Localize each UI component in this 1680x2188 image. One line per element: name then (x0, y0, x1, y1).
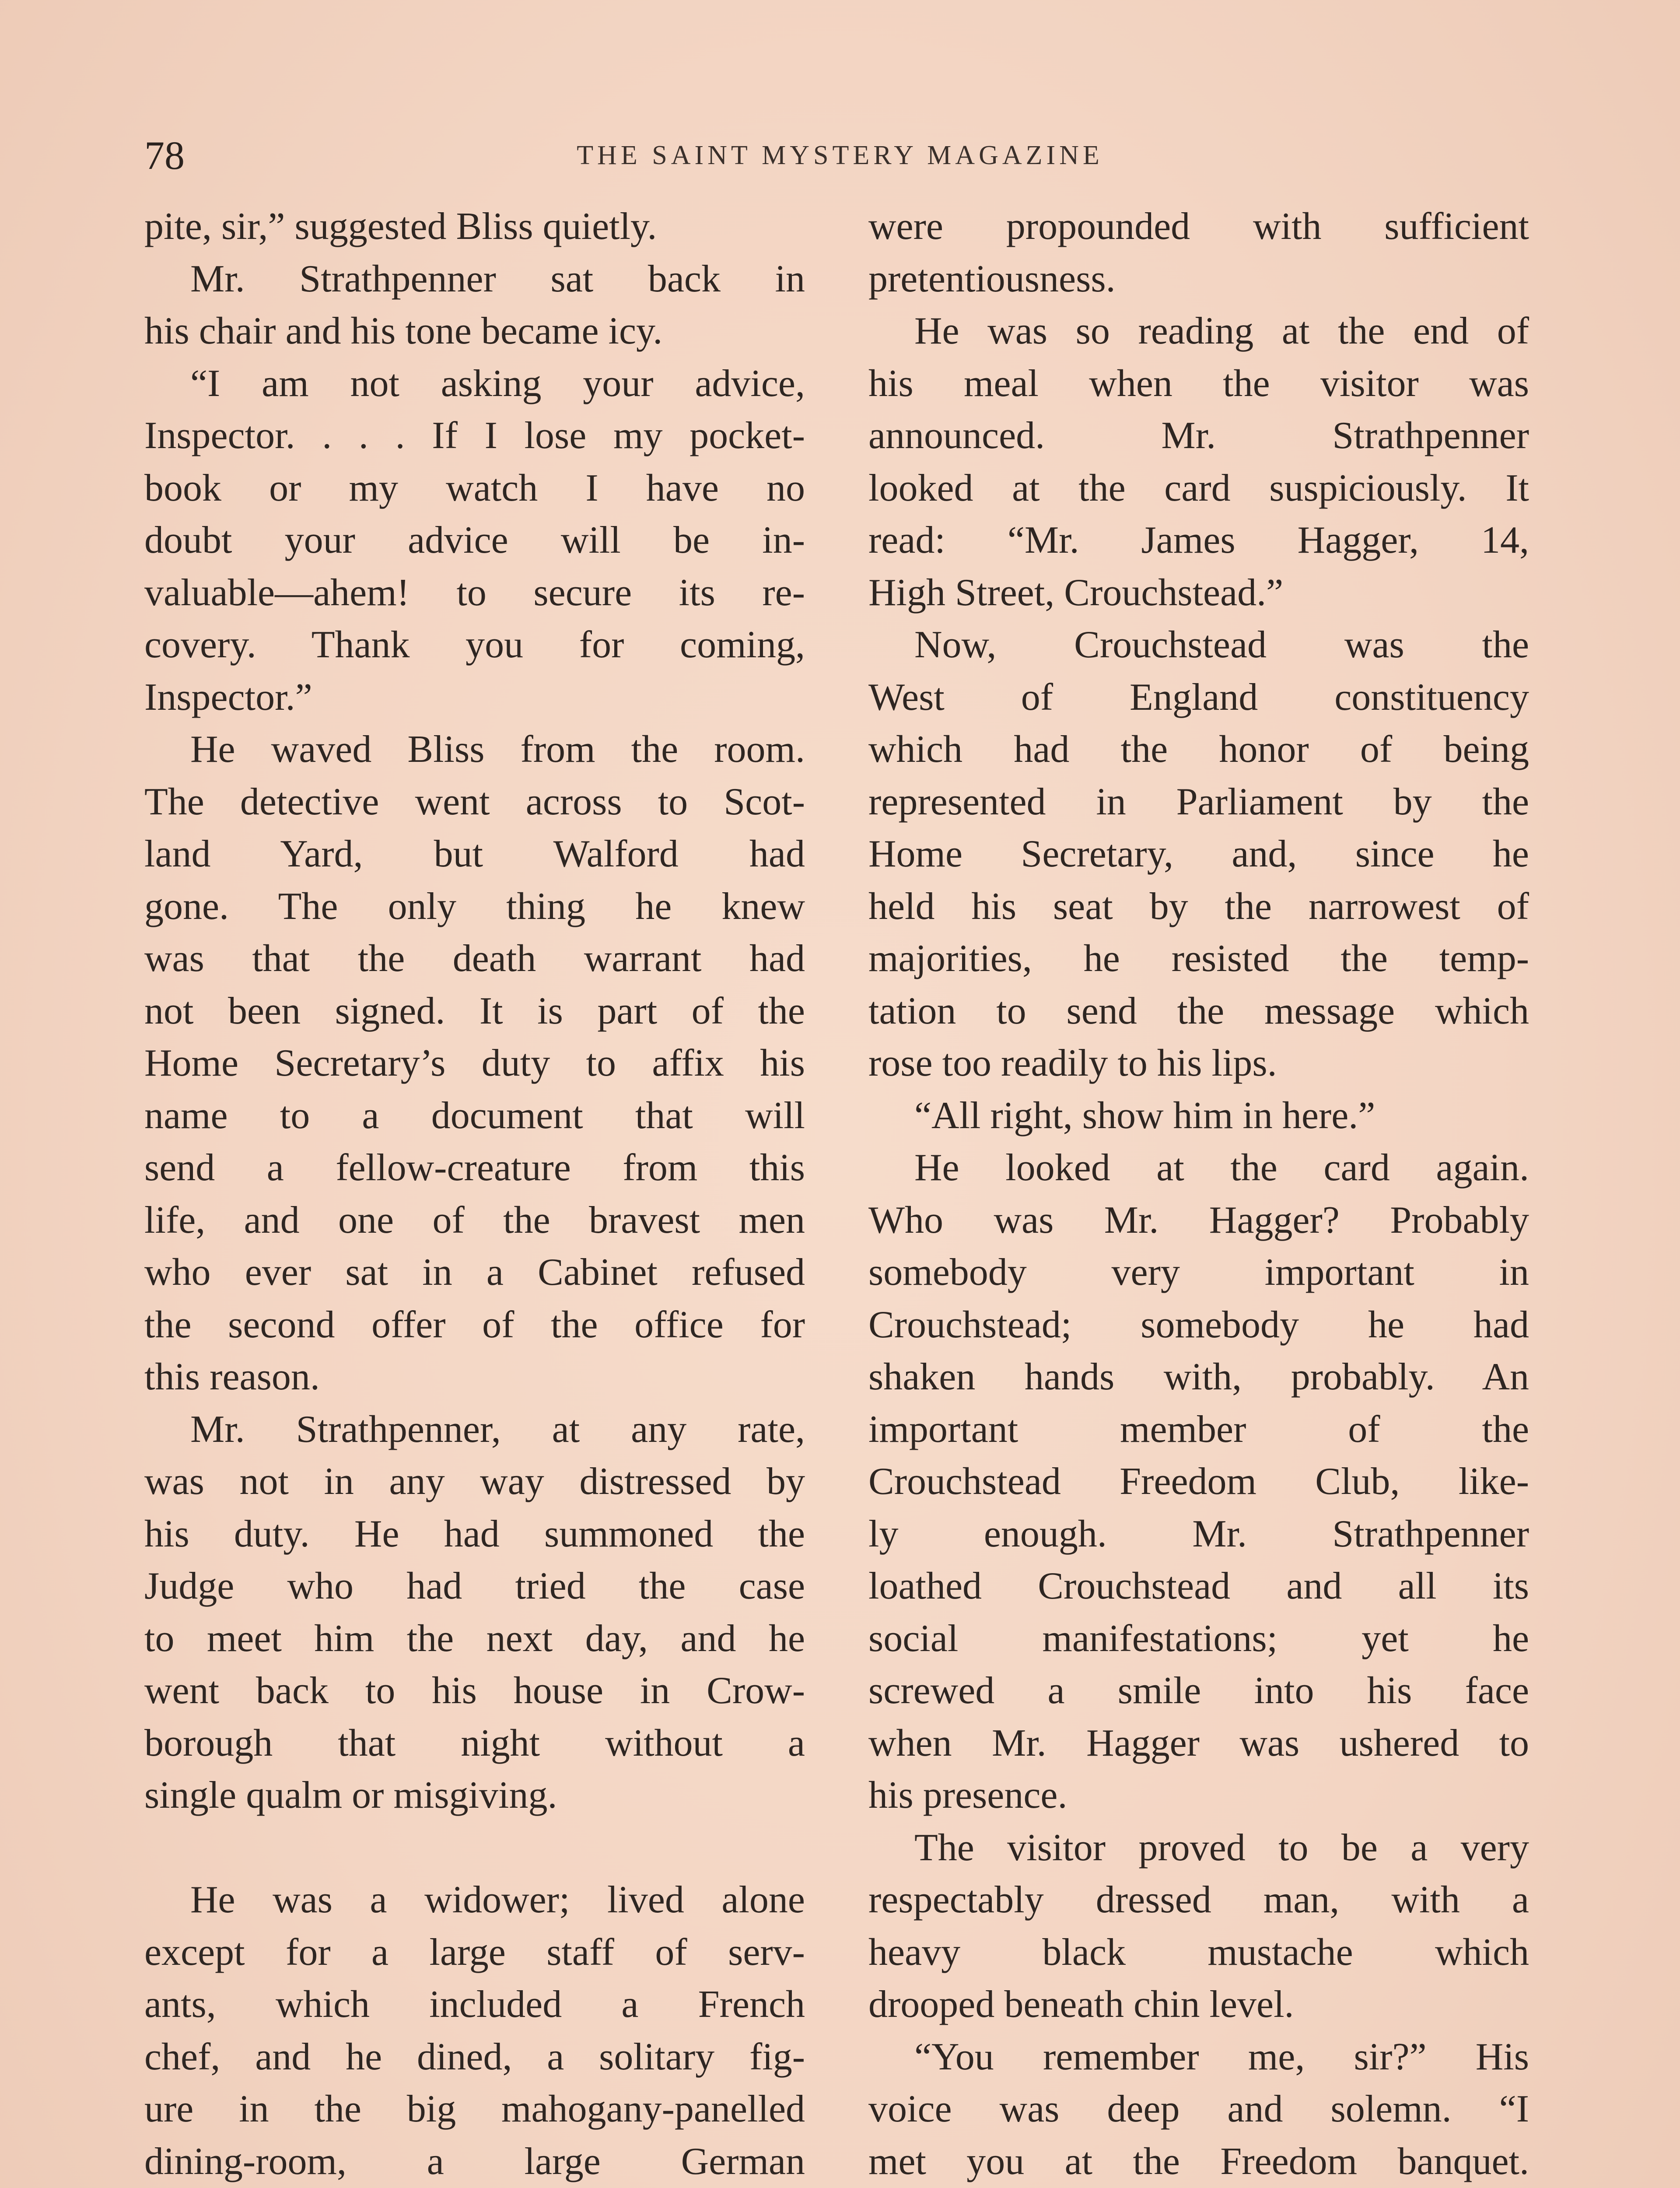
text-line: Now, Crouchstead was the (914, 624, 1529, 666)
text-line: Who was Mr. Hagger? Probably (868, 1199, 1529, 1241)
text-line: Inspector.” (144, 676, 312, 719)
text-line: drooped beneath chin level. (868, 1983, 1294, 2026)
text-line: dining-room, a large German (144, 2140, 805, 2183)
paragraph (868, 305, 1529, 619)
text-line: name to a document that will (144, 1094, 805, 1137)
paragraph (868, 2031, 1529, 2188)
section-break (144, 1822, 805, 1874)
text-line: held his seat by the narrowest of (868, 885, 1529, 928)
text-line: “I am not asking your advice, (190, 362, 805, 405)
text-line: The visitor proved to be a very (914, 1826, 1529, 1869)
text-line: “All right, show him in here.” (914, 1094, 1376, 1137)
text-line: West of England constituency (868, 676, 1529, 719)
text-line: “You remember me, sir?” His (914, 2035, 1529, 2078)
text-line: which had the honor of being (868, 728, 1529, 771)
text-line: loathed Crouchstead and all its (868, 1565, 1529, 1607)
text-line: covery. Thank you for coming, (144, 624, 805, 666)
text-line: somebody very important in (868, 1251, 1529, 1294)
text-line: when Mr. Hagger was ushered to (868, 1722, 1529, 1764)
text-line: rose too readily to his lips. (868, 1042, 1277, 1084)
text-line: represented in Parliament by the (868, 780, 1529, 823)
text-line: were propounded with sufficient (868, 205, 1529, 248)
text-line: looked at the card suspiciously. It (868, 466, 1529, 509)
text-line: ly enough. Mr. Strathpenner (868, 1512, 1529, 1555)
text-line: send a fellow-creature from this (144, 1147, 805, 1189)
magazine-title: THE SAINT MYSTERY MAGAZINE (577, 140, 1103, 170)
text-line: the second offer of the office for (144, 1303, 805, 1346)
text-line: Inspector. . . . If I lose my pocket- (144, 414, 805, 457)
text-line: single qualm or misgiving. (144, 1774, 557, 1816)
text-line: his presence. (868, 1774, 1068, 1816)
paragraph (144, 253, 805, 358)
text-line: ure in the big mahogany-panelled (144, 2088, 805, 2130)
paragraph (144, 200, 805, 253)
text-line: valuable—ahem! to secure its re- (144, 571, 805, 614)
text-line: met you at the Freedom banquet. (868, 2140, 1529, 2183)
page-number: 78 (144, 133, 185, 178)
text-line: screwed a smile into his face (868, 1669, 1529, 1712)
text-line: not been signed. It is part of the (144, 989, 805, 1032)
text-line: voice was deep and solemn. “I (868, 2088, 1529, 2130)
text-line: respectably dressed man, with a (868, 1879, 1529, 1921)
text-line: He waved Bliss from the room. (190, 728, 805, 771)
text-line: He was so reading at the end of (914, 310, 1529, 352)
text-line: The detective went across to Scot- (144, 780, 805, 823)
paragraph (868, 619, 1529, 1090)
text-line: He was a widower; lived alone (190, 1879, 805, 1921)
text-line: pretentiousness. (868, 257, 1116, 300)
text-line: majorities, he resisted the temp- (868, 937, 1529, 980)
text-line: important member of the (868, 1408, 1529, 1451)
text-line: heavy black mustache which (868, 1931, 1529, 1974)
text-line: Crouchstead Freedom Club, like- (868, 1460, 1529, 1503)
text-line: Mr. Strathpenner, at any rate, (190, 1408, 805, 1451)
paragraph (868, 200, 1529, 305)
text-line: except for a large staff of serv- (144, 1931, 805, 1974)
text-line: He looked at the card again. (914, 1147, 1529, 1189)
text-line: this reason. (144, 1356, 320, 1398)
text-line: Mr. Strathpenner sat back in (190, 257, 805, 300)
text-line: went back to his house in Crow- (144, 1669, 805, 1712)
text-line: land Yard, but Walford had (144, 833, 805, 875)
text-line: shaken hands with, probably. An (868, 1356, 1529, 1398)
text-line: social manifestations; yet he (868, 1617, 1529, 1660)
text-line: Crouchstead; somebody he had (868, 1303, 1529, 1346)
text-line: tation to send the message which (868, 989, 1529, 1032)
text-line: borough that night without a (144, 1722, 805, 1764)
running-head (144, 129, 1536, 182)
paragraph (144, 1403, 805, 1822)
text-line: read: “Mr. James Hagger, 14, (868, 519, 1529, 561)
paragraph (144, 358, 805, 724)
text-line: life, and one of the bravest men (144, 1199, 805, 1241)
right-column (868, 200, 1529, 2188)
text-line: his meal when the visitor was (868, 362, 1529, 405)
paragraph (144, 1874, 805, 2188)
text-line: to meet him the next day, and he (144, 1617, 805, 1660)
paragraph (868, 1142, 1529, 1822)
text-line: doubt your advice will be in- (144, 519, 805, 561)
paragraph (868, 1822, 1529, 2031)
paragraph (144, 723, 805, 1403)
text-line: his duty. He had summoned the (144, 1512, 805, 1555)
text-line: chef, and he dined, a solitary fig- (144, 2035, 805, 2078)
left-column (144, 200, 805, 2188)
text-line: was that the death warrant had (144, 937, 805, 980)
text-line: High Street, Crouchstead.” (868, 571, 1284, 614)
text-line: ants, which included a French (144, 1983, 805, 2026)
text-line: book or my watch I have no (144, 466, 805, 509)
text-line: pite, sir,” suggested Bliss quietly. (144, 205, 657, 248)
text-line: who ever sat in a Cabinet refused (144, 1251, 805, 1294)
text-line: announced. Mr. Strathpenner (868, 414, 1529, 457)
text-line: Home Secretary, and, since he (868, 833, 1529, 875)
paragraph (868, 1090, 1529, 1142)
text-line: his chair and his tone became icy. (144, 310, 663, 352)
text-line: gone. The only thing he knew (144, 885, 805, 928)
text-line: Home Secretary’s duty to affix his (144, 1042, 805, 1084)
text-line: Judge who had tried the case (144, 1565, 805, 1607)
text-line: was not in any way distressed by (144, 1460, 805, 1503)
